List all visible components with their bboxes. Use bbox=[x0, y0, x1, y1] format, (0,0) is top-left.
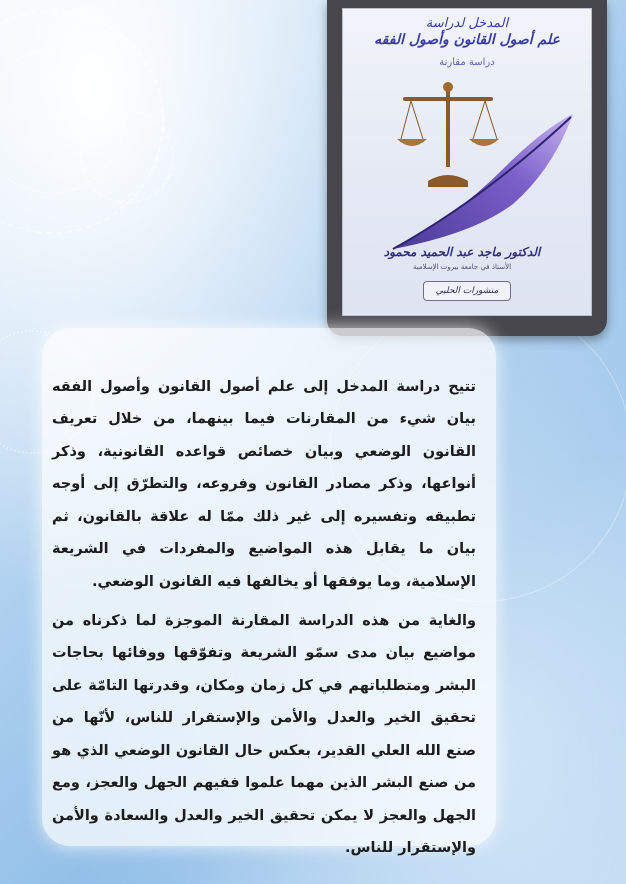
book-title bbox=[343, 15, 591, 49]
book-title-line2: علم أصول القانون وأصول الفقه bbox=[374, 32, 560, 48]
book-cover bbox=[342, 8, 592, 316]
book-author-role: الأستاذ في جامعة بيروت الإسلامية bbox=[412, 263, 512, 271]
paragraph-purpose: والغاية من هذه الدراسة المقارنة الموجزة لما ذكرناه من مواضيع بيان مدى سمّو الشريعة وتفوّقها ووفائها بحاجات البشر ومتطلباتهم في كل زمان ومكان، وقدرتها التامّة على تحقيق الخير والعدل والأمن والإستقرار للناس، لأنّها من صنع الله العلي القدير، بعكس حال القانون الوضعي الذي هو من صنع البشر الذين مهما علموا ففيهم الجهل والعجز، ومع الجهل والعجز لا يمكن تحقيق الخير والعدل والسعادة والأمن والإستقرار للناس. bbox=[52, 612, 476, 856]
book-publisher-badge: منشورات الحلبي bbox=[423, 281, 511, 301]
ornament-circle bbox=[80, 110, 174, 204]
book-subtitle: دراسة مقارنة bbox=[439, 57, 495, 68]
book-cover-frame bbox=[327, 0, 607, 336]
book-title-line1: المدخل لدراسة bbox=[425, 16, 509, 31]
feather-quill-icon bbox=[383, 109, 583, 259]
text-panel bbox=[42, 328, 496, 856]
book-author: الدكتور ماجد عبد الحميد محمود bbox=[383, 245, 541, 259]
paragraph-intro: تتيح دراسة المدخل إلى علم أصول القانون وأصول الفقه بيان شيء من المقارنات فيما بينهما، من خلال تعريف القانون الوضعي وبيان خصائص قواعده القانونية، وذكر أنواعها، وذكر مصادر القانون وفروعه، والتطرّق إلى أوجه تطبيقه وتفسيره إلى غير ذلك ممّا له علاقة بالقانون، ثم بيان ما يقابل هذه المواضيع والمفردات في الشريعة الإسلامية، وما يوفقها أو يخالفها فيه القانون الوضعي. bbox=[52, 378, 476, 590]
